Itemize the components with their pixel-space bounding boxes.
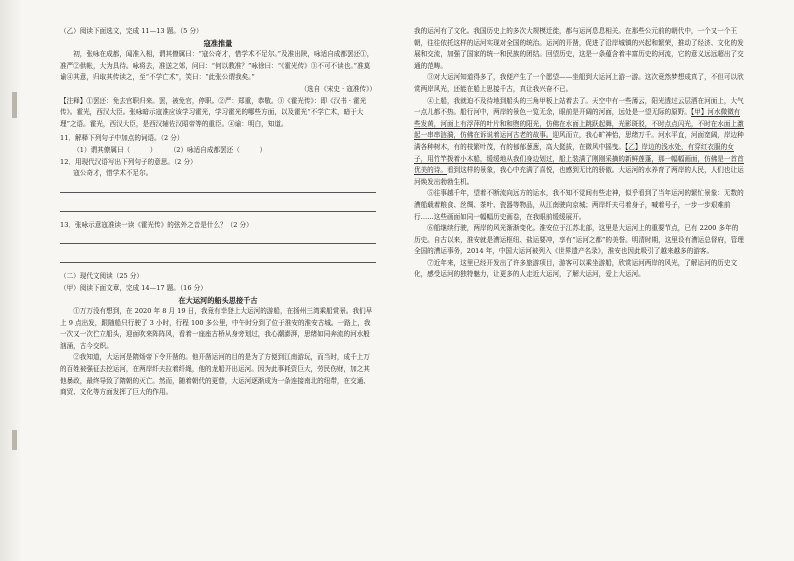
punch-mark [12,92,17,118]
left-column [60,26,376,399]
article-title: 在大运河的船头思接千古 [178,295,258,305]
answer-line[interactable] [60,252,376,263]
question-12: 12．用现代汉语写出下列句子的意思。（2 分） [60,157,197,166]
section-yi-heading: （乙）阅读下面选文，完成 11—13 题。（5 分） [60,27,203,35]
question-11: 11．解释下列句子中加点的词语。（2 分） [60,134,184,143]
classical-text-title: 寇准推量 [203,38,233,48]
article-paragraph-5: ⑤往事越千年，望着不断流向远方的运水，我不知不觉间有些走神，似乎看到了当年运河的繁忙景象：无数的漕船载着粮食、丝绸、茶叶、瓷器等物品，从江南驶向京城；两岸纤夫弓着身子，喊着号子，一步一步艰难前行……这些画面如同一幅幅历史画卷，在我眼前缓缓展开。 [414,189,744,221]
passage-jia-underlined: 【甲】河水微微有些发黄，河面上有浮萍的叶片和和煦的阳光，仿佛在水面上跳跃起舞，光影斑驳，不时点点闪光，不时在水面上激起一串串涟漪，仿佛在诉说着运河古老的故事。 [414,108,744,140]
article-paragraph-7: ⑦近年来，这里已经开发出了许多旅游项目，游客可以乘坐游船，欣赏运河两岸的风光，了解运河的历史文化，感受运河的独特魅力，让更多的人走近大运河，了解大运河，爱上大运河。 [414,258,738,279]
passage-yi-underlined: 【乙】岸边的浅水处，有穿红衣服的女子，用竹竿拨着小木船，缓缓地从我们身边划过，船上装满了刚刚采摘的新鲜莲蓬，那一幅幅画面，仿佛是一首首优美的诗。 [414,142,744,175]
annotation-notes: 【注释】①罢还：免去官职归来。罢，被免官，停职。②严：郑重，恭敬。③《霍光传》：即《汉书 · 霍光传》。霍光，西汉大臣。张咏暗示寇准应该学习霍光，学习霍光的哪些方面，以及霍光“不学亡术，暗于大理”之语。霍光，西汉大臣，是西汉辅佐汉昭帝等的重臣。④谕：明白，知道。 [60,96,367,128]
article-paragraph-6: ⑥船继续行驶，两岸的风光渐渐变化。淮安位于江苏北部，这里是大运河上的重要节点，已有 2200 多年的历史。自古以来，淮安就是漕运枢纽、盐运要冲，享有“运河之都”的美誉。明清时期，这里设有漕运总督府，管理全国的漕运事务，2014 年，中国大运河被列入《世界遗产名录》，淮安也因此吸引了越来越多的游客。 [414,224,744,256]
answer-line[interactable] [60,201,376,212]
article-paragraph-4: ④上船，我就迫不及待地到船头的三角甲板上站着去了。天空中有一些薄云，阳光透过云层洒在河面上，大气一点儿都不热。船行河中，两岸的景色一览无余，眼前是开阔的河面，远处是一望无际的原野。【甲】河水微微有些发黄，河面上有浮萍的叶片和和煦的阳光，仿佛在水面上跳跃起舞，光影斑驳，不时点点闪光，不时在水面上激起一串串涟漪，仿佛在诉说着运河古老的故事。迎风而立，我心旷神怡，思绪万千。河水平直，河面宽阔，岸边种满各种树木，有的枝繁叶茂，有的郁郁葱葱，高大挺拔，在微风中摇曳。【乙】岸边的浅水处，有穿红衣服的女子，用竹竿拨着小木船，缓缓地从我们身边划过，船上装满了刚刚采摘的新鲜莲蓬，那一幅幅画面，仿佛是一首首优美的诗。看到这样的景象，我心中充满了喜悦，也感到无比的骄傲。大运河的水养育了两岸的人民，人们也让运河焕发出勃勃生机。 [414,96,744,186]
punch-mark [12,430,17,450]
article-paragraph-1: ①万万没有想到，在 2020 年 8 月 19 日，我竟有幸登上大运河的游船，在扬州三湾乘船赏景。我们早上 9 点出发，跟随船只行驶了 3 小时，行程 100 多公里，中午时分到了位于淮安的淮安古城。一路上，我一次又一次伫立船头，迎面吹来阵阵风，看着一座座古桥从身旁划过，我心潮澎湃，思绪如同奔流的河水般汹涌，古今交织。 [60,307,373,350]
article-paragraph-2-cont: 我的运河有了文化。我国历史上的多次大规模迁徙，都与运河息息相关。在那些公元前的朝代中，一个又一个王朝，往往依托这样的运河实现对全国的统治。运河的开凿，促进了沿岸城镇的兴起和繁荣，推动了经济、文化的发展和交流，加强了国家的统一和民族的团结。回望历史，这是一条蕴含着丰富历史的河流，它的意义远远超出了交通的范畴。 [414,27,744,70]
classical-text-source: （选自《宋史 · 寇准传》） [300,84,376,93]
article-paragraph-2: ②我知道，大运河是隋炀帝下令开凿的。他开凿运河的目的是为了方便到江南游玩，而当时，成千上万的百姓被强征去挖运河，在两岸纤夫拉着纤绳，他的龙船开出运河。因为此事耗资巨大，劳民伤财，加之其他暴政，最终导致了隋朝的灭亡。然而，随着朝代的更替，大运河逐渐成为一条连接南北的纽带，在交通、商贸、文化等方面发挥了巨大的作用。 [60,353,370,397]
section-2-jia-heading: （甲）阅读下面文章，完成 14—17 题。（16 分） [60,283,207,292]
answer-line[interactable] [60,182,376,193]
section-2-heading: （二）现代文阅读（25 分） [60,272,144,281]
question-13: 13．张咏示意寇准读一读《霍光传》的弦外之音是什么？（2 分） [60,220,253,229]
right-column [414,26,744,281]
question-11-items: （1）谓其僚属曰（ ） （2）咏适自成都罢还（ ） [73,145,267,154]
article-paragraph-3: ③对大运河知道得多了，我便产生了一个愿望——坐船到大运河上游一游。这次竟然梦想成真了，不但可以欣赏两岸风光，还能在船上思接千古，真让我兴奋不已。 [414,73,744,93]
question-12-sentence: 寇公奇才，惜学术不足尔。 [73,169,153,178]
answer-line[interactable] [60,233,376,244]
binding-margin [0,0,22,561]
classical-text-paragraph: 初，张咏在成都，闻准入相，谓其僚属曰：“寇公奇才，惜学术不足尔。”及准出陕，咏适自成都罢还①，准严②供帐，大为具待。咏将去，准送之郊，问曰：“何以教准？”咏徐曰：“《霍光传》③不可不读也。”准莫谕④其意，归取其传读之，至“不学亡术”，笑曰：“此张公谓我矣。” [60,50,374,82]
